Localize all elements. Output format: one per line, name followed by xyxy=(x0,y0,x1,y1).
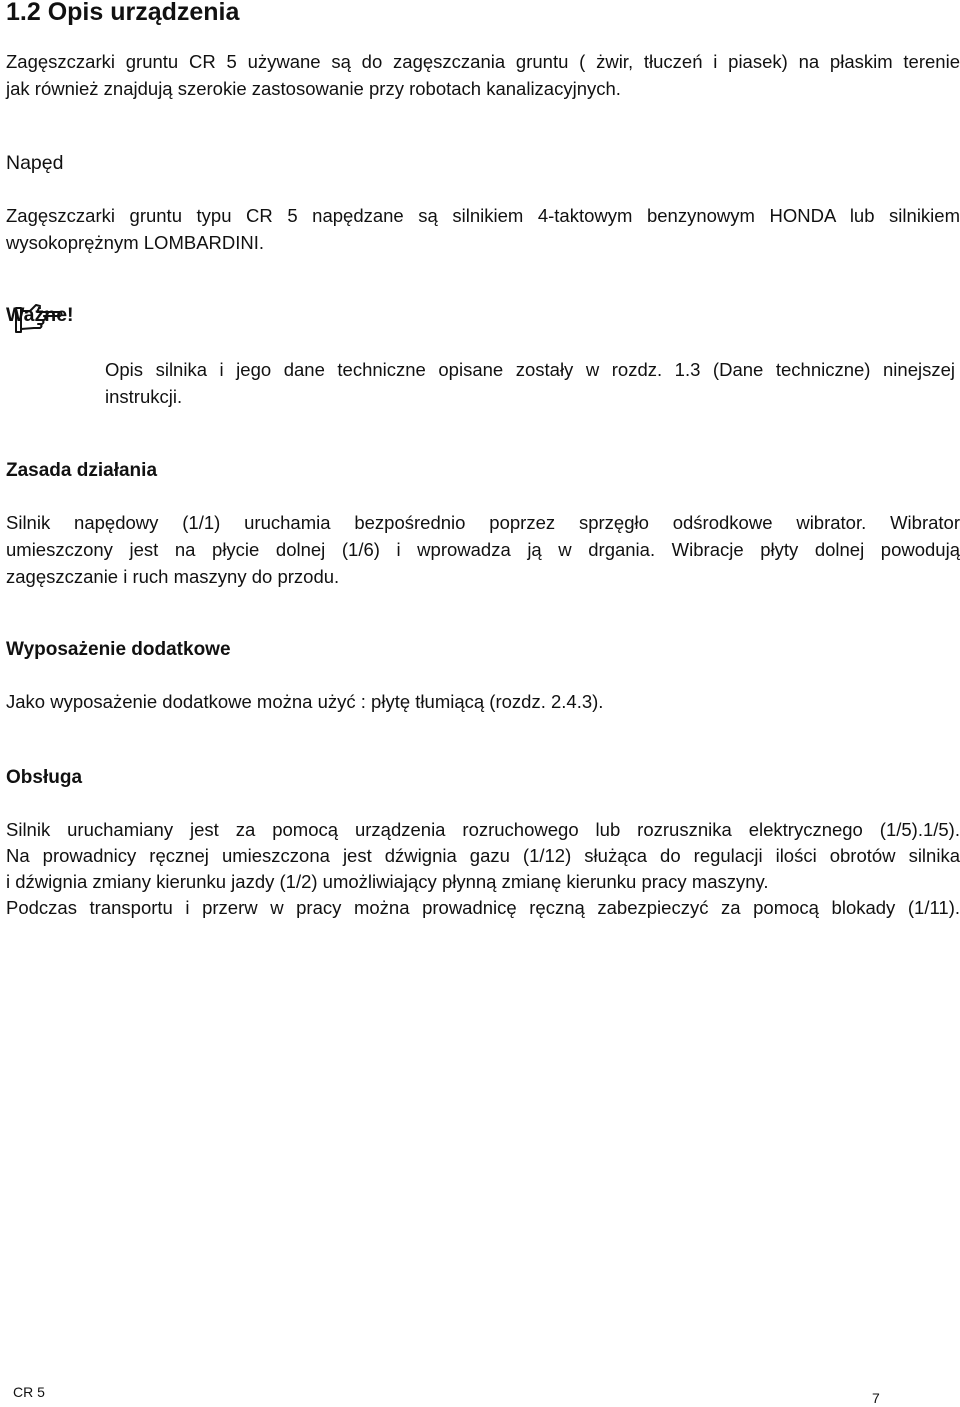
intro-line-1: Zagęszczarki gruntu CR 5 używane są do zagęszczania gruntu ( żwir, tłuczeń i piasek) na płaskim terenie xyxy=(6,51,960,72)
page-title: 1.2 Opis urządzenia xyxy=(6,0,240,26)
obsluga-line-4: Podczas transportu i przerw w pracy można prowadnicę ręczną zabezpieczyć za pomocą blokady (1/11). xyxy=(6,897,960,918)
section-heading-wyposazenie: Wyposażenie dodatkowe xyxy=(6,639,231,660)
note-heading: Ważne! xyxy=(6,304,74,326)
naped-line-1: Zagęszczarki gruntu typu CR 5 napędzane są silnikiem 4-taktowym benzynowym HONDA lub silnikiem xyxy=(6,205,960,226)
section-heading-zasada: Zasada działania xyxy=(6,460,158,481)
footer-model: CR 5 xyxy=(13,1384,45,1400)
obsluga-line-1: Silnik uruchamiany jest za pomocą urządzenia rozruchowego lub rozrusznika elektrycznego (1/5).1/5). xyxy=(6,819,960,840)
naped-line-2: wysokoprężnym LOMBARDINI. xyxy=(6,232,265,253)
section-heading-naped: Napęd xyxy=(6,152,64,174)
footer-page-number: 7 xyxy=(872,1390,880,1406)
obsluga-line-2: Na prowadnicy ręcznej umieszczona jest dźwignia gazu (1/12) służąca do regulacji ilości obrotów silnika xyxy=(6,845,960,866)
zasada-line-1: Silnik napędowy (1/1) uruchamia bezpośrednio poprzez sprzęgło odśrodkowe wibrator. Wibrator xyxy=(6,512,960,533)
note-line-1: Opis silnika i jego dane techniczne opisane zostały w rozdz. 1.3 (Dane techniczne) ninejszej xyxy=(105,359,955,380)
wyposazenie-line-1: Jako wyposażenie dodatkowe można użyć : płytę tłumiącą (rozdz. 2.4.3). xyxy=(6,691,604,712)
note-line-2: instrukcji. xyxy=(105,386,183,407)
zasada-line-2: umieszczony jest na płycie dolnej (1/6) i wprowadza ją w drgania. Wibracje płyty dolnej powodują xyxy=(6,539,960,560)
zasada-line-3: zagęszczanie i ruch maszyny do przodu. xyxy=(6,566,340,587)
intro-line-2: jak również znajdują szerokie zastosowanie przy robotach kanalizacyjnych. xyxy=(6,78,621,99)
obsluga-line-3: i dźwignia zmiany kierunku jazdy (1/2) umożliwiający płynną zmianę kierunku pracy maszyny. xyxy=(6,871,769,892)
section-heading-obsluga: Obsługa xyxy=(6,767,83,788)
